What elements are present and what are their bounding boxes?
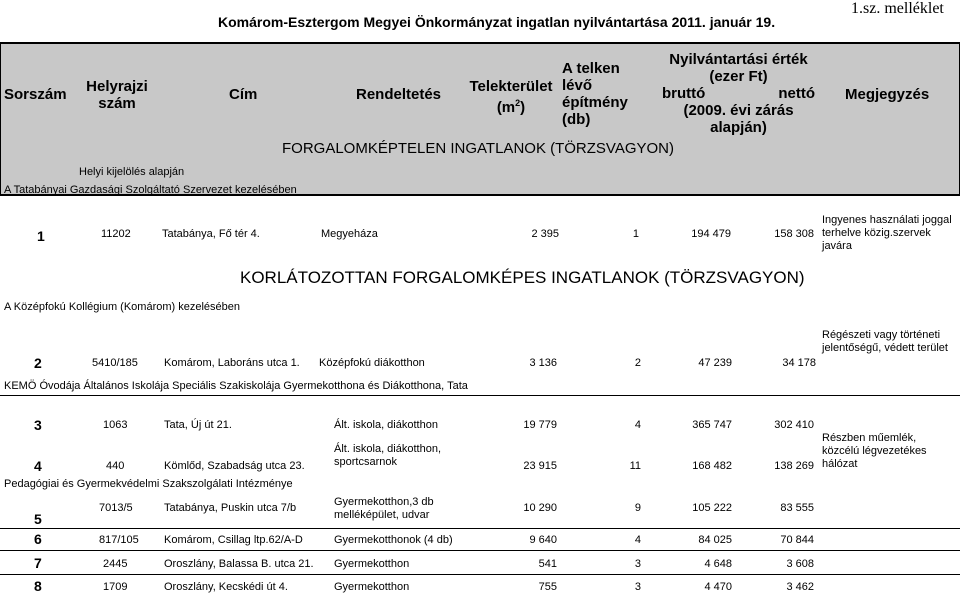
cell-megjegyzes: Részben műemlék, közcélú légvezetékes hálózat	[822, 432, 927, 470]
divider-line	[0, 528, 960, 529]
col-header-helyrajzi: Helyrajzi szám	[86, 78, 148, 112]
cell-brutto: 47 239	[698, 357, 732, 369]
cell-netto: 3 462	[786, 581, 814, 593]
cell-rendeltetes: Gyermekotthon	[334, 581, 410, 593]
cell-rendeltetes: Középfokú diákotthon	[319, 357, 425, 369]
cell-db: 9	[634, 502, 641, 514]
cell-terulet: 755	[538, 581, 557, 593]
row-number: 6	[34, 531, 42, 547]
col-header-epitmeny: A telken lévő építmény (db)	[562, 60, 628, 128]
sub-heading-local: Helyi kijelölés alapján	[79, 166, 185, 178]
cell-brutto: 4 648	[704, 558, 732, 570]
manager-kemo: KEMÖ Óvodája Általános Iskolája Speciális Szakiskolája Gyermekotthona és Diákotthona, Tata	[4, 380, 468, 392]
cell-terulet: 3 136	[529, 357, 557, 369]
cell-cim: Tatabánya, Puskin utca 7/b	[164, 502, 297, 514]
cell-rendeltetes: Megyeháza	[321, 228, 378, 240]
col-header-megjegyzes: Megjegyzés	[845, 86, 930, 103]
cell-terulet: 19 779	[523, 419, 557, 431]
cell-megjegyzes: Ingyenes használati joggal terhelve közig.szervek javára	[822, 214, 952, 252]
cell-hrsz: 7013/5	[99, 502, 133, 514]
cell-cim: Komárom, Csillag ltp.62/A-D	[164, 534, 303, 546]
cell-brutto: 365 747	[692, 419, 732, 431]
row-number: 7	[34, 555, 42, 571]
cell-terulet: 10 290	[523, 502, 557, 514]
cell-terulet: 541	[538, 558, 557, 570]
col-header-telekterulet: Telekterület $(m^2)$	[469, 78, 553, 116]
col-header-ertek: Nyilvántartási érték (ezer Ft) bruttó nettó (2009. évi zárás alapján)	[662, 51, 815, 136]
cell-db: 3	[634, 581, 641, 593]
cell-brutto: 4 470	[704, 581, 732, 593]
sub-heading-manager: A Tatabányai Gazdasági Szolgáltató Szervezet kezelésében	[4, 184, 297, 196]
row-number: 8	[34, 578, 42, 594]
cell-cim: Tatabánya, Fő tér 4.	[162, 228, 260, 240]
header-top-border	[0, 42, 960, 44]
cell-brutto: 194 479	[691, 228, 731, 240]
cell-brutto: 168 482	[692, 460, 732, 472]
cell-megjegyzes: Régészeti vagy történeti jelentőségű, védett terület	[822, 329, 948, 354]
row-number: 4	[34, 458, 42, 474]
cell-netto: 3 608	[786, 558, 814, 570]
col-header-sorszam: Sorszám	[4, 86, 67, 103]
cell-db: 4	[634, 419, 641, 431]
cell-cim: Oroszlány, Balassa B. utca 21.	[164, 558, 314, 570]
divider-line	[0, 550, 960, 551]
category-title: FORGALOMKÉPTELEN INGATLANOK (TÖRZSVAGYON)	[282, 140, 674, 157]
cell-rendeltetes: Gyermekotthon	[334, 558, 410, 570]
annex-label: 1.sz. melléklet	[851, 0, 944, 17]
col-header-cim: Cím	[229, 86, 258, 103]
cell-cim: Tata, Új út 21.	[164, 419, 232, 431]
cell-hrsz: 440	[106, 460, 125, 472]
cell-netto: 83 555	[780, 502, 814, 514]
cell-rendeltetes: Ált. iskola, diákotthon	[334, 419, 438, 431]
cell-hrsz: 1709	[103, 581, 128, 593]
cell-brutto: 84 025	[698, 534, 732, 546]
cell-hrsz: 5410/185	[92, 357, 138, 369]
cell-hrsz: 1063	[103, 419, 128, 431]
cell-rendeltetes: Ált. iskola, diákotthon, sportcsarnok	[334, 443, 442, 468]
cell-netto: 158 308	[774, 228, 814, 240]
cell-netto: 34 178	[782, 357, 816, 369]
cell-cim: Komárom, Laboráns utca 1.	[164, 357, 300, 369]
cell-db: 1	[632, 228, 639, 240]
cell-db: 4	[634, 534, 641, 546]
cell-netto: 138 269	[774, 460, 814, 472]
cell-cim: Kömlőd, Szabadság utca 23.	[164, 460, 305, 472]
cell-db: 3	[634, 558, 641, 570]
cell-rendeltetes: Gyermekotthon,3 db melléképület, udvar	[334, 496, 434, 521]
cell-terulet: 9 640	[529, 534, 557, 546]
cell-brutto: 105 222	[692, 502, 732, 514]
cell-cim: Oroszlány, Kecskédi út 4.	[164, 581, 288, 593]
cell-netto: 302 410	[774, 419, 814, 431]
section-title: KORLÁTOZOTTAN FORGALOMKÉPES INGATLANOK (TÖRZSVAGYON)	[240, 268, 805, 287]
cell-db: 11	[629, 460, 641, 472]
cell-netto: 70 844	[780, 534, 814, 546]
row-number: 2	[34, 355, 42, 371]
row-number: 1	[37, 228, 45, 244]
cell-terulet: 2 395	[531, 228, 559, 240]
cell-db: 2	[634, 357, 641, 369]
divider-line	[0, 574, 960, 575]
cell-hrsz: 2445	[103, 558, 128, 570]
cell-rendeltetes: Gyermekotthonok (4 db)	[334, 534, 453, 546]
col-header-rendeltetes: Rendeltetés	[356, 86, 442, 103]
manager-pedagogiai: Pedagógiai és Gyermekvédelmi Szakszolgálati Intézménye	[4, 478, 293, 490]
manager-kollegium: A Középfokú Kollégium (Komárom) kezelésében	[4, 301, 241, 313]
cell-terulet: 23 915	[523, 460, 557, 472]
document-title: Komárom-Esztergom Megyei Önkormányzat ingatlan nyilvántartása 2011. január 19.	[218, 14, 776, 30]
cell-hrsz: 11202	[101, 228, 131, 240]
cell-hrsz: 817/105	[99, 534, 139, 546]
row-number: 5	[34, 511, 42, 527]
row-number: 3	[34, 417, 42, 433]
divider-line	[0, 395, 960, 396]
